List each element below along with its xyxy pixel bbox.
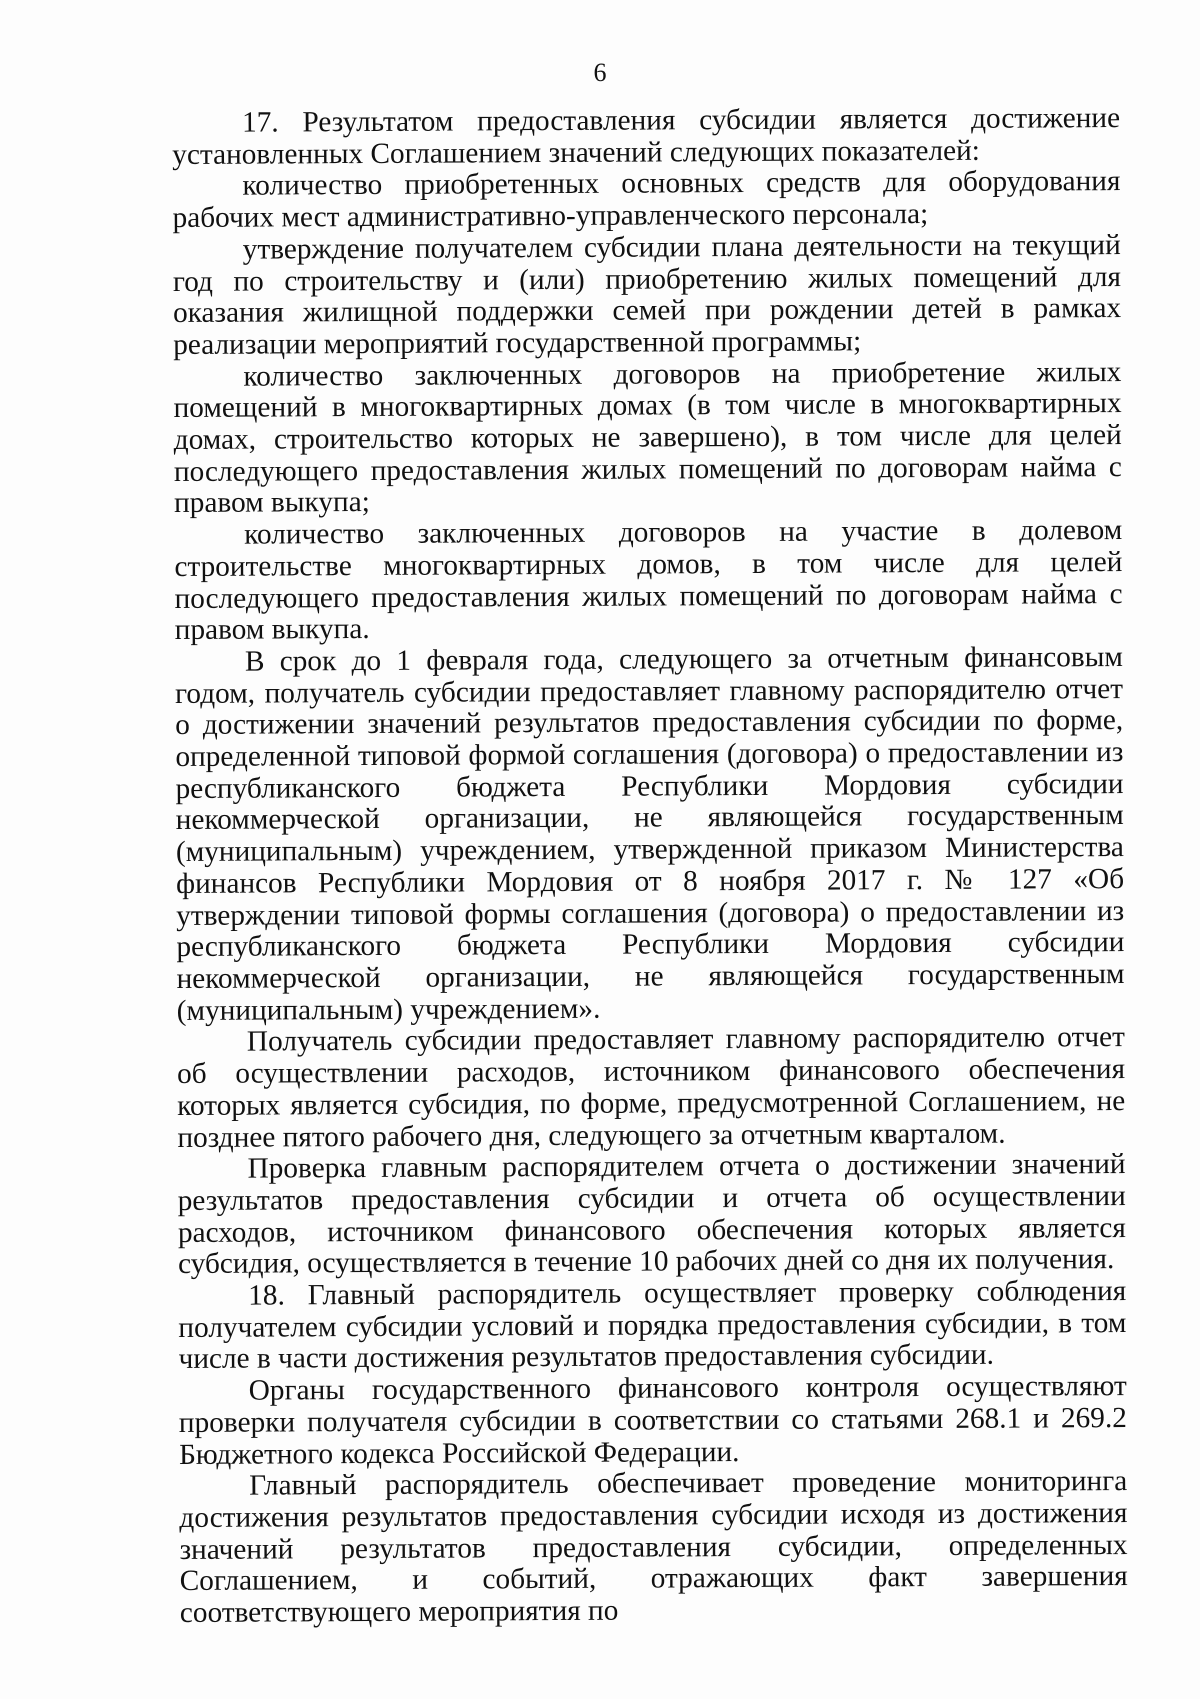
paragraph-monitoring: Главный распорядитель обеспечивает проведение мониторинга достижения результатов предоставления субсидии исходя из достижения значений результатов предоставления субсидии, определенных Соглашением, и событий, отражающих факт завершения соответствующего мероприятия по — [179, 1465, 1128, 1630]
paragraph-purchase-contracts-count: количество заключенных договоров на приобретение жилых помещений в многоквартирных домах (в том числе в многоквартирных домах, строительство которых не завершено), в том числе для целей последующего предоставления жилых помещений по договорам найма с правом выкупа; — [173, 355, 1122, 520]
paragraph-report-verification: Проверка главным распорядителем отчета о достижении значений результатов предоставления субсидии и отчета об осуществлении расходов, источником финансового обеспечения которых является субсидия, осуществляется в течение 10 рабочих дней со дня их получения. — [177, 1148, 1126, 1281]
paragraph-annual-report-deadline: В срок до 1 февраля года, следующего за отчетным финансовым годом, получатель субсидии предоставляет главному распорядителю отчет о достижении значений результатов предоставления субсидии по форме, определенной типовой формой соглашения (договора) о предоставлении из республиканского бюджета Республики Мордовия субсидии некоммерческой организации, не являющейся государственным (муниципальным) учреждением, утвержденной приказом Министерства финансов Республики Мордовия от 8 ноября 2017 г. № 127 «Об утверждении типовой формы соглашения (договора) о предоставлении из республиканского бюджета Республики Мордовия субсидии некоммерческой организации, не являющейся государственным (муниципальным) учреждением». — [174, 640, 1125, 1027]
paragraph-expense-report: Получатель субсидии предоставляет главному распорядителю отчет об осуществлении расходов, источником финансового обеспечения которых является субсидия, по форме, предусмотренной Соглашением, не позднее пятого рабочего дня, следующего за отчетным кварталом. — [176, 1021, 1126, 1154]
page-number: 6 — [593, 58, 607, 87]
paragraph-financial-control: Органы государственного финансового контроля осуществляют проверки получателя субсидии в соответствии со статьями 268.1 и 269.2 Бюджетного кодекса Российской Федерации. — [178, 1370, 1127, 1471]
paragraph-plan-approval: утверждение получателем субсидии плана деятельности на текущий год по строительству и (или) приобретению жилых помещений для оказания жилищной поддержки семей при рождении детей в рамках реализации мероприятий государственной программы; — [172, 228, 1122, 361]
document-body — [172, 103, 1128, 1630]
paragraph-result-definition: 17. Результатом предоставления субсидии является достижение установленных Соглашением значений следующих показателей: — [172, 102, 1121, 171]
paragraph-fixed-assets-count: количество приобретенных основных средств для оборудования рабочих мест административно-управленческого персонала; — [172, 165, 1121, 235]
paragraph-compliance-check: 18. Главный распорядитель осуществляет проверку соблюдения получателем субсидии условий и порядка предоставления субсидии, в том числе в части достижения результатов предоставления субсидии. — [178, 1275, 1127, 1376]
paragraph-shared-construction-contracts: количество заключенных договоров на участие в долевом строительстве многоквартирных домов, в том числе для целей последующего предоставления жилых помещений по договорам найма с правом выкупа. — [174, 514, 1123, 647]
